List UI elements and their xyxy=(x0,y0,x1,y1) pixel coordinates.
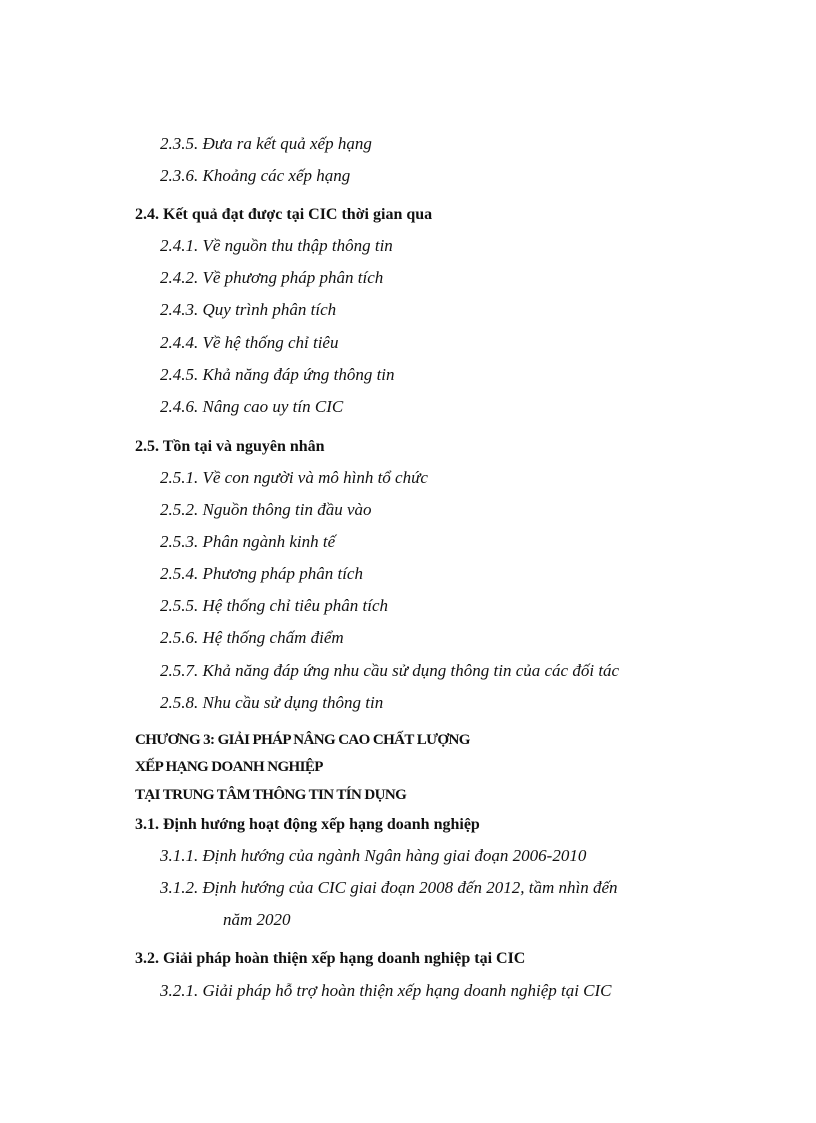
toc-item-2-5-7: 2.5.7. Khả năng đáp ứng nhu cầu sử dụng thông tin của các đối tác xyxy=(160,661,620,680)
toc-item-2-4-4: 2.4.4. Về hệ thống chỉ tiêu xyxy=(160,333,339,352)
toc-item-2-4-3: 2.4.3. Quy trình phân tích xyxy=(160,300,337,319)
toc-item-2-4-2: 2.4.2. Về phương pháp phân tích xyxy=(160,268,384,287)
toc-item-3-1-2-continuation: năm 2020 xyxy=(223,910,291,929)
toc-item-2-5-5: 2.5.5. Hệ thống chỉ tiêu phân tích xyxy=(160,596,389,615)
chapter-3-title-line-2: XẾP HẠNG DOANH NGHIỆP xyxy=(135,759,323,775)
toc-item-2-4-5: 2.4.5. Khả năng đáp ứng thông tin xyxy=(160,365,395,384)
toc-item-2-5-1: 2.5.1. Về con người và mô hình tổ chức xyxy=(160,468,428,487)
toc-item-3-1-1: 3.1.1. Định hướng của ngành Ngân hàng giai đoạn 2006-2010 xyxy=(160,846,587,865)
toc-item-2-5-4: 2.5.4. Phương pháp phân tích xyxy=(160,564,363,583)
toc-item-3-2-1: 3.2.1. Giải pháp hỗ trợ hoàn thiện xếp hạng doanh nghiệp tại CIC xyxy=(160,981,612,1000)
toc-section-2-5: 2.5. Tồn tại và nguyên nhân xyxy=(135,438,325,455)
toc-section-3-1: 3.1. Định hướng hoạt động xếp hạng doanh nghiệp xyxy=(135,816,480,833)
toc-item-2-5-6: 2.5.6. Hệ thống chấm điểm xyxy=(160,628,344,647)
toc-item-2-3-6: 2.3.6. Khoảng các xếp hạng xyxy=(160,166,351,185)
toc-item-2-5-8: 2.5.8. Nhu cầu sử dụng thông tin xyxy=(160,693,384,712)
toc-item-2-3-5: 2.3.5. Đưa ra kết quả xếp hạng xyxy=(160,134,372,153)
toc-item-2-4-1: 2.4.1. Về nguồn thu thập thông tin xyxy=(160,236,393,255)
toc-section-2-4: 2.4. Kết quả đạt được tại CIC thời gian qua xyxy=(135,206,433,223)
toc-item-2-4-6: 2.4.6. Nâng cao uy tín CIC xyxy=(160,397,344,416)
toc-item-2-5-3: 2.5.3. Phân ngành kinh tế xyxy=(160,532,336,551)
toc-item-3-1-2: 3.1.2. Định hướng của CIC giai đoạn 2008 đến 2012, tầm nhìn đến xyxy=(160,878,618,897)
toc-item-2-5-2: 2.5.2. Nguồn thông tin đầu vào xyxy=(160,500,372,519)
chapter-3-title-line-1: CHƯƠNG 3: GIẢI PHÁP NÂNG CAO CHẤT LƯỢNG xyxy=(135,732,470,748)
chapter-3-title-line-3: TẠI TRUNG TÂM THÔNG TIN TÍN DỤNG xyxy=(135,787,407,803)
toc-section-3-2: 3.2. Giải pháp hoàn thiện xếp hạng doanh nghiệp tại CIC xyxy=(135,950,526,967)
